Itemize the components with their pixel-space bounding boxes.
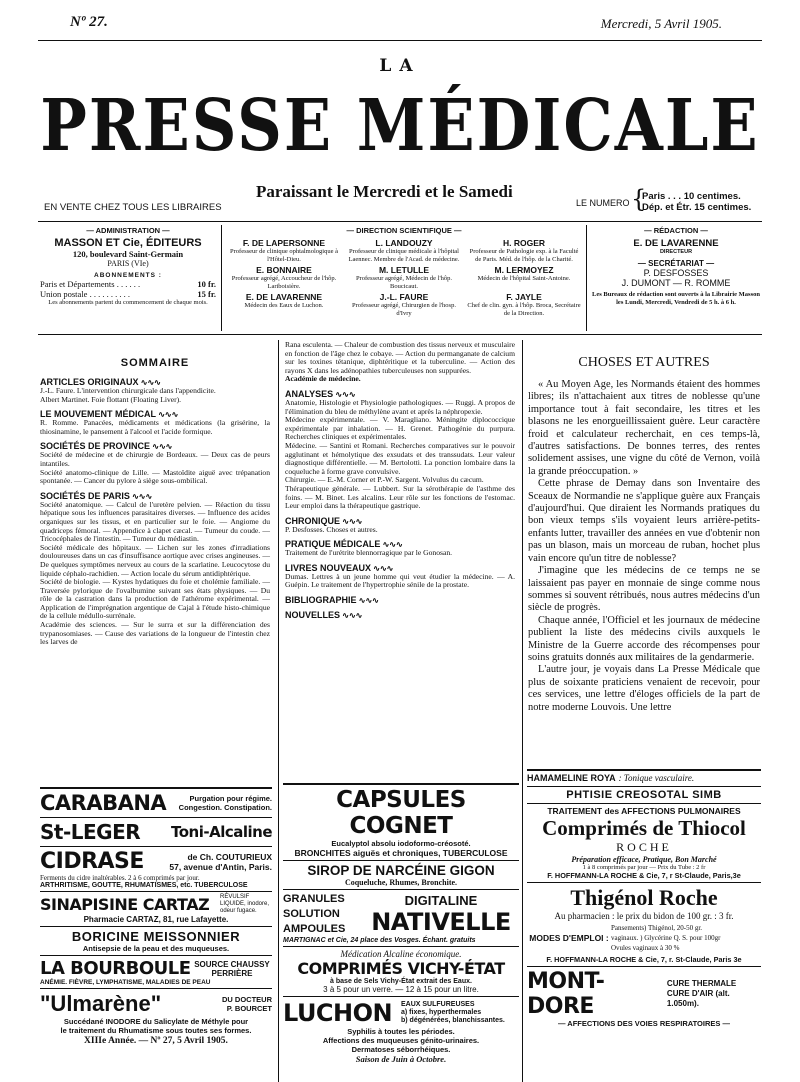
divider <box>221 225 222 331</box>
ad-name: CAPSULES COGNET <box>336 787 466 839</box>
ad-line: F. HOFFMANN-LA ROCHE & Cie, 7, r. St-Claude, Paris 3e <box>546 955 742 964</box>
ad-cidrase <box>40 847 272 892</box>
masthead-la: LA <box>379 56 421 76</box>
ad-line: Succédané INODORE du Salicylate de Méthyle pour <box>63 1017 249 1026</box>
ad-luchon <box>283 997 519 1064</box>
section-item: Médecine. — Santini et Romani. Recherches comparatives sur le pouvoir agglutinant et hémolytique des exsudats et des transsudats. Leur valeur diagnostique différentielle. — M. Bertolotti. La ponction lombaire dans la coqueluche à forme grave convulsive. <box>285 440 515 476</box>
ad-line: CURE THERMALE <box>666 979 737 988</box>
section-title: BIBLIOGRAPHIE ∿∿∿ <box>285 595 515 605</box>
director-name: F. DE LAPERSONNE <box>242 238 326 248</box>
ad-line: Pansements) Thigénol, 20-50 gr. <box>611 924 703 932</box>
top-rule <box>38 40 762 41</box>
secretary-2: J. DUMONT — R. ROMME <box>621 278 731 288</box>
director-desc: Professeur de clinique ophtalmologique à l'Hôtel-Dieu. <box>230 248 338 263</box>
ad-name: St-LEGER <box>40 820 141 844</box>
sommaire-column-2 <box>285 341 515 620</box>
price-brace: { <box>631 185 647 213</box>
redaction-heading: — RÉDACTION — <box>644 226 708 235</box>
ad-montdore <box>527 967 761 1028</box>
section-title: ARTICLES ORIGINAUX ∿∿∿ <box>40 377 270 387</box>
ad-line: TRAITEMENT des AFFECTIONS PULMONAIRES <box>547 806 741 816</box>
ad-line: GRANULES <box>283 893 345 905</box>
sommaire-column-1 <box>40 345 270 647</box>
secretary-1: P. DESFOSSES <box>643 268 709 278</box>
director-name: M. LETULLE <box>378 265 430 275</box>
director-desc: Professeur agrégé, Médecin de l'hôp. Boucicaut. <box>355 275 453 290</box>
ad-name: MONT-DORE <box>527 969 605 1019</box>
ad-boricine <box>40 927 272 956</box>
ad-line: Au pharmacien : le prix du bidon de 100 gr. : 3 fr. <box>554 911 734 921</box>
chronique-paragraph: J'imagine que les médecins de ce temps ne se laissaient pas payer en monnaie de singe comme nous sommes si souvent rétribués, nous autres médecins d'un siècle de progrès. <box>528 565 760 614</box>
director-desc: Professeur agrégé, Accoucheur de l'hôp. Lariboisière. <box>231 275 337 290</box>
director-name: J.-L. FAURE <box>379 292 429 302</box>
ad-bourboule <box>40 956 272 989</box>
price-paris: Paris . . . 10 centimes. <box>642 191 741 202</box>
director-entry <box>466 238 582 263</box>
rate-label: Paris et Départements . . . . . . <box>40 279 141 289</box>
ad-line: P. BOURCET <box>226 1004 272 1013</box>
rate-value: 10 fr. <box>197 279 216 289</box>
ad-phtisie: PHTISIE CREOSOTAL SIMB <box>527 787 761 804</box>
section-item: Médecine expérimentale. — V. Maragliano. Méningite diplococcique expérimentale par inhalation. — H. Grenet. Pathogénie du purpura. Recherches cliniques et expérimentales. <box>285 415 515 442</box>
director-entry <box>346 265 462 290</box>
redaction-director: E. DE LAVARENNE <box>633 238 719 249</box>
ad-line: Purgation pour régime. <box>189 794 272 803</box>
section-item: R. Romme. Panacées, médicaments et médications (la grisérine, la thiosinamine, le pansement à l'alcool et l'acide formique. <box>40 418 270 436</box>
info-bottom-rule <box>38 334 762 335</box>
director-entry <box>226 292 342 317</box>
director-entry <box>346 292 462 317</box>
administration-heading: — ADMINISTRATION — <box>86 226 170 235</box>
direction-heading: — DIRECTION SCIENTIFIQUE — <box>346 226 462 235</box>
ad-sinapisine <box>40 892 272 927</box>
ad-brand: ROCHE <box>616 840 672 854</box>
section-item: Traitement de l'urétrite blennorragique par le Gonosan. <box>285 548 453 558</box>
sommaire-title: SOMMAIRE <box>120 357 190 369</box>
section-title: LIVRES NOUVEAUX ∿∿∿ <box>285 563 515 573</box>
chronique-paragraph: « Au Moyen Age, les Normands étaient des hommes libres; ils n'attachaient aux titres de noblesse qu'une importance tout à fait secondaire, les titres et les blasons ne les enorgueillissaient guère. Leur caractère froid et calculateur recherchait, en ces temps-là, d'autres satisfactions. De bonnes terres, des rentes solidement assises, une vigne du côté de Vernon, voilà la grande préoccupation. » <box>528 379 760 477</box>
ad-line: Préparation efficace, Pratique, Bon Marché <box>571 855 717 864</box>
ad-name: SIROP DE NARCÉINE GIGON <box>307 863 495 878</box>
ad-line: Coqueluche, Rhumes, Bronchite. <box>344 878 458 887</box>
section-title: ANALYSES ∿∿∿ <box>285 389 515 399</box>
section-item: Société anatomo-clinique de Lille. — Mastoïdite aiguë avec trépanation spontanée. — Cancer du pylore à siège sous-ombilical. <box>40 467 270 486</box>
section-item: J.-L. Faure. L'intervention chirurgicale dans l'appendicite. <box>40 386 216 395</box>
section-title: CHRONIQUE ∿∿∿ <box>285 516 515 526</box>
ad-line: 57, avenue d'Antin, Paris. <box>169 861 272 872</box>
ad-line: SOLUTION <box>283 908 340 920</box>
ad-desc <box>222 995 272 1013</box>
chronique-title: CHOSES ET AUTRES <box>578 355 710 370</box>
section-item: Société de biologie. — Kystes hydatiques du foie et cholémie familiale. — Traversée pylorique de l'ovalbumine suivant ses états physiques. — Du rôle de la castration dans la production de l'athérome expérimental. — Application de l'imprégnation argentique de Cajal à l'étude histo-chimique de la cellule médullo-surrénale. <box>40 577 270 621</box>
masthead-title: PRESSE MÉDICALE <box>40 83 760 168</box>
ad-line: a) fixes, hyperthermales <box>401 1009 482 1016</box>
redaction-director-role: DIRECTEUR <box>659 249 693 255</box>
director-name: L. LANDOUZY <box>375 238 433 248</box>
ad-desc: RÉVULSIF LIQUIDE, inodore, odeur fugace. <box>220 894 270 914</box>
ad-line: 3 à 5 pour un verre. — 12 à 15 pour un litre. <box>323 985 479 994</box>
chronique-paragraph: Cette phrase de Demay dans son Inventaire des Sceaux de Normandie ne s'applique guère aux Français d'aujourd'hui. Que diraient les Normands pratiques du bon vieux temps s'ils voyaient leurs arrière-petits-enfants lutter, travailler des années en vue d'obtenir non pas un blason, mais un morceau de ruban, hochet plus vain encore qu'un titre de noblesse? <box>528 478 760 564</box>
director-name: H. ROGER <box>502 238 546 248</box>
rate-row-1 <box>40 279 216 289</box>
chronique-paragraph: Chaque année, l'Officiel et les journaux de médecine publient la liste des médecins civils auxquels le Ministre de la Guerre accorde des récompenses pour soins gratuits donnés aux militaires de la gendarmerie. <box>528 614 760 663</box>
director-name: M. LERMOYEZ <box>494 265 554 275</box>
ad-desc <box>611 923 720 953</box>
ad-carabana <box>40 789 272 818</box>
director-desc: Professeur agrégé, Chirurgien de l'hosp. d'Ivry <box>352 302 456 317</box>
director-name: E. DE LAVARENNE <box>245 292 323 302</box>
secretariat-heading: — SECRÉTARIAT — <box>637 259 715 268</box>
ad-thiocol <box>527 804 761 883</box>
ad-nativelle <box>283 890 519 947</box>
ad-desc: Antisepsie de la peau et des muqueuses. <box>82 944 230 953</box>
section-item: Société médicale des hôpitaux. — Lichen sur les zones d'irradiations douloureuses dans un cas d'insuffisance aortique avec crises angineuses. — De quelques symptômes nerveux au cours de la scarlatine. Leucocytose du liquide céphalo-rachidien. — Action locale du sérum antidiphtérique. <box>40 542 270 578</box>
director-desc: Chef de clin. gyn. à l'hôp. Broca, Secrétaire de la Direction. <box>467 302 581 317</box>
publisher-city: PARIS (VIe) <box>107 259 149 268</box>
section-item: Académie de médecine. <box>285 374 361 384</box>
ads-right <box>527 769 761 1028</box>
masthead-subtitle: Paraissant le Mercredi et le Samedi <box>256 182 513 201</box>
ad-line: Saison de Juin à Octobre. <box>355 1054 447 1064</box>
rate-row-2 <box>40 289 216 299</box>
section-item: Société de médecine et de chirurgie de Bordeaux. — Deux cas de peurs intantiles. <box>40 450 270 468</box>
ad-desc <box>169 852 272 872</box>
chronique-paragraph: L'autre jour, je voyais dans La Presse Médicale que plus de soixante praticiens venaient de recevoir, pour ces services, une lettre d'éloges officiels de la part de notre moderne Louvois. Une lettre <box>528 664 760 713</box>
section-item: Société anatomique. — Calcul de l'uretère pelvien. — Réaction du tissu hépatique sous les influences parasitaires diverses. — Influence des acides organiques sur les tissus, et en particulier sur le foie. — Angiome du quadriceps fémoral. — Appendice à clapet cæcal. — Tumeur du coude. — Tricocéphales de l'intestin. — Tumeur du médiastin. <box>40 499 270 544</box>
price-dep: Dép. et Étr. 15 centimes. <box>642 202 752 213</box>
director-desc: Professeur de Pathologie exp. à la Faculté de Paris. Méd. de l'hôp. de la Charité. <box>469 248 579 263</box>
ad-line: Eucalyptol absolu iodoformo-créosoté. <box>331 839 471 848</box>
ad-name: LA BOURBOULE <box>40 958 191 979</box>
ad-desc <box>667 979 761 1009</box>
ad-desc: SOURCE CHAUSSY PERRIÈRE <box>194 959 270 978</box>
ad-line: le traitement du Rhumatisme sous toutes ses formes. <box>60 1026 252 1035</box>
direction-grid <box>226 238 582 317</box>
director-desc: Médecin des Eaux de Luchon. <box>244 302 324 309</box>
section-item: Albert Martinet. Foie flottant (Floating Liver). <box>40 394 182 404</box>
ad-name: COMPRIMÉS VICHY-ÉTAT <box>297 959 505 978</box>
ad-line: AMPOULES <box>283 923 346 935</box>
section-item: Thérapeutique générale. — Lubbert. Sur la sérothérapie de l'asthme des foins. — M. Binet. Les alcalins. Leur rôle sur les fonctions de l'estomac. Leur emploi dans la thérapeutique gastrique. <box>285 483 515 511</box>
section-item: Chirurgie. — E.-M. Corner et P.-W. Sargent. Volvulus du cæcum. <box>285 475 484 485</box>
section-item: Anatomie, Histologie et Physiologie pathologiques. — Ruggi. A propos de l'élimination du bleu de méthylène avant et après la néphropexie. <box>285 397 515 416</box>
ad-cognet <box>283 785 519 861</box>
section-item: Dumas. Lettres à un jeune homme qui veut étudier la médecine. — A. Guépin. Le traitement de l'hypertrophie sénile de la prostate. <box>285 571 515 590</box>
ad-name: Comprimés de Thiocol <box>542 816 746 840</box>
header-rule <box>38 221 762 222</box>
section-item: P. Desfosses. Choses et autres. <box>285 524 378 534</box>
rate-value: 15 fr. <box>197 289 216 299</box>
director-entry <box>346 238 462 263</box>
ad-line: — AFFECTIONS DES VOIES RESPIRATOIRES — <box>558 1019 730 1028</box>
ad-line: de Ch. COUTURIEUX <box>187 851 272 862</box>
redaction-block <box>591 226 761 306</box>
section-item: Rana esculenta. — Chaleur de combustion des tissus nerveux et musculaire en fonction de l'âge chez le cobaye. — Action du permanganate de calcium sur les toxines tétanique, diphtéritique et la tuberculine. — Action des rayons X dans les adénopathies tuberculeuses non suppurées. <box>285 340 515 375</box>
ad-line: Médication Alcaline économique. <box>340 949 462 959</box>
ad-line: Congestion. Constipation. <box>178 803 272 812</box>
ad-line: ANÉMIE. FIÈVRE, LYMPHATISME, MALADIES DE PEAU <box>40 979 211 986</box>
ad-name: CARABANA <box>40 791 167 815</box>
page-footer: XIIIe Année. — Nº 27, 5 Avril 1905. <box>84 1036 228 1046</box>
publisher-address: 120, boulevard Saint-Germain <box>72 249 184 259</box>
ad-line: MARTIGNAC et Cie, 24 place des Vosges. Échant. gratuits <box>283 937 476 944</box>
ads-left <box>40 787 272 1046</box>
ad-line: Dermatoses séborrhéiques. <box>351 1045 451 1054</box>
ad-line: DU DOCTEUR <box>222 995 272 1004</box>
director-entry <box>466 292 582 317</box>
chronique-column <box>528 345 760 714</box>
director-entry <box>466 265 582 290</box>
director-entry <box>226 265 342 290</box>
ad-vichy <box>283 947 519 997</box>
ad-hamameline <box>527 771 761 787</box>
director-name: F. JAYLE <box>506 292 542 302</box>
section-title: SOCIÉTÉS DE PARIS ∿∿∿ <box>40 491 270 501</box>
ad-desc: Toni-Alcaline <box>171 823 272 841</box>
ad-name: HAMAMELINE ROYA <box>527 773 616 783</box>
direction-block <box>226 226 582 317</box>
ad-name: Thigénol Roche <box>570 885 718 910</box>
ad-line: b) dégénérées, blanchissantes. <box>401 1017 505 1024</box>
ad-line: Ferments du cidre inaltérables. 2 à 6 comprimés par jour. <box>40 874 200 882</box>
ad-narceine <box>283 861 519 890</box>
section-title: NOUVELLES ∿∿∿ <box>285 610 515 620</box>
issue-date: Mercredi, 5 Avril 1905. <box>600 16 722 31</box>
ad-line: BRONCHITES aiguës et chroniques, TUBERCULOSE <box>294 848 508 858</box>
divider <box>586 225 587 331</box>
ad-line: Ovules vaginaux à 30 % <box>611 944 680 952</box>
ad-line: ARTHRITISME, GOUTTE, RHUMATISMES, etc. TUBERCULOSE <box>40 882 248 889</box>
ad-thigenol <box>527 883 761 967</box>
abonnements-heading: ABONNEMENTS : <box>94 272 162 279</box>
ad-desc <box>179 794 272 812</box>
ad-desc: : Tonique vasculaire. <box>618 773 695 783</box>
director-desc: Médecin de l'hôpital Saint-Antoine. <box>477 275 571 282</box>
ad-desc <box>401 1001 519 1025</box>
ad-forms <box>283 892 363 937</box>
ad-line: DIGITALINE <box>404 893 478 908</box>
director-entry <box>226 238 342 263</box>
ad-name: NATIVELLE <box>371 908 511 936</box>
ad-name: LUCHON <box>283 999 393 1027</box>
numero-label: LE NUMERO <box>576 198 630 208</box>
sale-note: EN VENTE CHEZ TOUS LES LIBRAIRES <box>44 202 222 213</box>
ad-line: Pharmacie CARTAZ, 81, rue Lafayette. <box>83 915 229 924</box>
ad-line: Syphilis à toutes les périodes. <box>347 1027 455 1036</box>
ad-name: BORICINE MEISSONNIER <box>71 929 241 944</box>
issue-number: Nº 27. <box>70 14 108 30</box>
section-title: SOCIÉTÉS DE PROVINCE ∿∿∿ <box>40 441 270 451</box>
ad-line: Affections des muqueuses génito-urinaires. <box>322 1036 480 1045</box>
ad-stleger <box>40 818 272 847</box>
ad-line: vaginaux. ) Glycérine Q. S. pour 100gr <box>611 934 721 942</box>
ad-line: CURE D'AIR (alt. 1.050m). <box>666 989 730 1008</box>
ad-line: F. HOFFMANN-LA ROCHE & Cie, 7, r St-Claude, Paris,3e <box>547 871 741 880</box>
section-title: PRATIQUE MÉDICALE ∿∿∿ <box>285 539 515 549</box>
abonnements-note: Les abonnements partent du commencement de chaque mois. <box>48 299 208 306</box>
director-name: E. BONNAIRE <box>256 265 312 275</box>
column-rule <box>278 340 279 1082</box>
column-rule <box>522 340 523 1082</box>
section-title: LE MOUVEMENT MÉDICAL ∿∿∿ <box>40 409 270 419</box>
ad-name: CIDRASE <box>40 849 144 874</box>
publisher-name: MASSON ET Cie, ÉDITEURS <box>54 237 202 249</box>
ad-line: EAUX SULFUREUSES <box>401 1001 475 1008</box>
ad-line: 1 à 8 comprimés par jour — Prix du Tube : 2 fr <box>582 864 706 871</box>
director-desc: Professeur de clinique médicale à l'hôpital Laennec. Membre de l'Acad. de médecine. <box>348 248 460 263</box>
administration-block <box>40 226 216 307</box>
ad-name: "Ulmarène" <box>40 991 162 1016</box>
rate-label: Union postale . . . . . . . . . . <box>40 289 130 299</box>
ad-name: SINAPISINE CARTAZ <box>40 895 210 914</box>
ad-ulmarene <box>40 989 272 1046</box>
section-item: Académie des sciences. — Sur le surra et sur la différenciation des trypanosomiases. — Cause des variations de la longueur de l'intestin chez les larves de <box>40 620 270 647</box>
redaction-note: Les Bureaux de rédaction sont ouverts à la Librairie Masson les Lundi, Mercredi, Vendredi de 5 h. à 6 h. <box>592 291 760 306</box>
ad-label: MODES D'EMPLOI : <box>529 933 609 943</box>
ad-line: à base de Sels Vichy-État extrait des Eaux. <box>330 978 472 985</box>
ads-mid <box>283 783 519 1064</box>
